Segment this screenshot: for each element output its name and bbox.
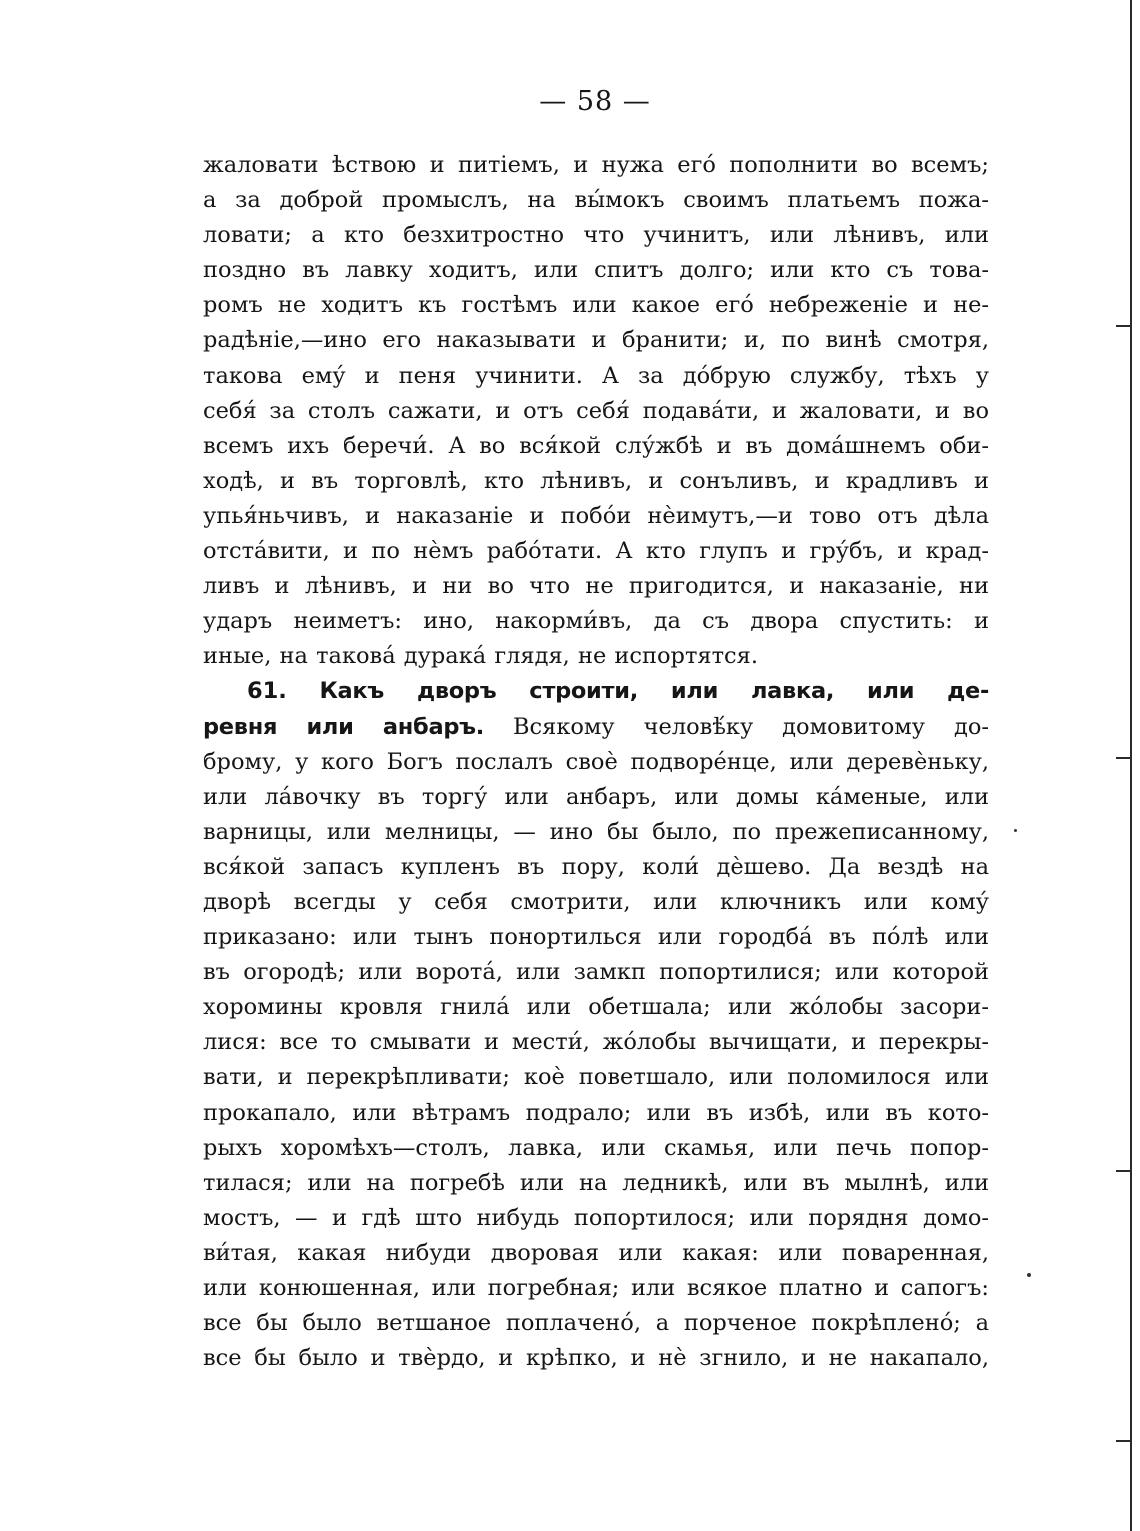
page-number: — 58 —	[539, 86, 651, 117]
text-line: лися: все то смывати и мести́, жо́лобы вычищати, и перекры-	[203, 1029, 989, 1056]
text-line: все бы было ветшаное поплачено́, а порченое покрѣплено́; а	[203, 1310, 989, 1337]
text-line: рыхъ хоромѣхъ—столъ, лавка, или скамья, или печь попор-	[203, 1134, 989, 1161]
paragraph-continued	[203, 148, 989, 674]
scan-edge-tick	[1116, 1170, 1132, 1172]
text-line: упья́ньчивъ, и наказаніе и побо́и нѐимутъ,—и тово отъ дѣла	[203, 502, 989, 529]
text-line: вся́кой запасъ купленъ въ пору, коли́ дѐшево. Да вездѣ на	[203, 853, 989, 880]
text-line: отста́вити, и по нѐмъ рабо́тати. А кто глупъ и гру́бъ, и крад-	[203, 538, 989, 565]
text-line: ви́тая, какая нибуди дворовая или какая: или поваренная,	[203, 1239, 989, 1266]
scan-edge-line	[1130, 0, 1132, 1531]
text-block	[203, 148, 989, 1376]
section-title-part1: Какъ дворъ строити, или лавка, или де-	[319, 678, 989, 705]
text-line: брому, у кого Богъ послалъ своѐ подворе́нце, или деревѐньку,	[203, 748, 989, 775]
text-line: жаловати ѣствою и питіемъ, и нужа его́ пополнити во всемъ;	[203, 152, 989, 178]
text-line: или конюшенная, или погребная; или всякое платно и сапогъ:	[203, 1275, 989, 1301]
text-line: въ огородѣ; или ворота́, или замкп попортилися; или которой	[203, 959, 989, 986]
text-line: ходѣ, и въ торговлѣ, кто лѣнивъ, и сонъливъ, и крадливъ и	[203, 467, 989, 494]
text-line: все бы было и твѐрдо, и крѣпко, и нѐ згнило, и не накапало,	[203, 1345, 989, 1372]
text-line: себя́ за столъ сажати, и отъ себя́ подава́ти, и жаловати, и во	[203, 397, 989, 424]
scan-edge-tick	[1116, 757, 1132, 759]
text-line: а за доброй промыслъ, на вы́мокъ своимъ платьемъ пожа-	[203, 187, 989, 214]
section-heading-line	[203, 710, 989, 745]
scan-edge-tick	[1116, 1440, 1132, 1442]
text-line: радѣніе,—ино его наказывати и бранити; и, по винѣ смотря,	[203, 327, 989, 354]
text-line: дворѣ всегды у себя смотрити, или ключникъ или кому́	[203, 888, 989, 915]
scan-edge-tick	[1116, 325, 1132, 327]
text-line: приказано: или тынъ понортилься или городба́ въ по́лѣ или	[203, 924, 989, 951]
section-61	[203, 674, 989, 1376]
text-line: ловати; а кто безхитростно что учинитъ, или лѣнивъ, или	[203, 222, 989, 249]
scan-speck	[1027, 1273, 1031, 1277]
text-line: прокапало, или вѣтрамъ подрало; или въ избѣ, или въ кото-	[203, 1099, 989, 1126]
section-heading-line	[203, 674, 989, 709]
text-line: такова ему́ и пеня учинити. А за до́брую службу, тѣхъ у	[203, 362, 989, 389]
text-line: тилася; или на погребѣ или на ледникѣ, или въ мылнѣ, или	[203, 1169, 989, 1196]
section-title-part2: ревня или анбаръ.	[203, 713, 484, 740]
text-line: хоромины кровля гнила́ или обетшала; или жо́лобы засори-	[203, 994, 989, 1021]
section-text-start: Всякому человѣ́ку домовитому до-	[512, 713, 989, 740]
scan-speck	[1014, 829, 1017, 832]
text-line: поздно въ лавку ходитъ, или спитъ долго; или кто съ това-	[203, 257, 989, 284]
text-line: ударъ неиметъ: ино, накорми́въ, да съ двора спустить: и	[203, 608, 989, 635]
text-line: или ла́вочку въ торгу́ или анбаръ, или домы ка́меные, или	[203, 783, 989, 810]
text-line: ромъ не ходитъ къ гостѣмъ или какое его́ небреженіе и не-	[203, 292, 989, 319]
section-number: 61.	[247, 678, 287, 705]
text-line: иные, на такова́ дурака́ глядя, не испортятся.	[203, 643, 758, 670]
text-line: мостъ, — и гдѣ што нибудь попортилося; или порядня домо-	[203, 1204, 989, 1231]
text-line: ливъ и лѣнивъ, и ни во что не пригодится, и наказаніе, ни	[203, 573, 989, 600]
text-line: всемъ ихъ беречи́. А во вся́кой слу́жбѣ и въ дома́шнемъ оби-	[203, 432, 989, 459]
text-line: варницы, или мелницы, — ино бы было, по прежеписанному,	[203, 818, 989, 845]
text-line: вати, и перекрѣпливати; коѐ поветшало, или поломилося или	[203, 1064, 989, 1091]
